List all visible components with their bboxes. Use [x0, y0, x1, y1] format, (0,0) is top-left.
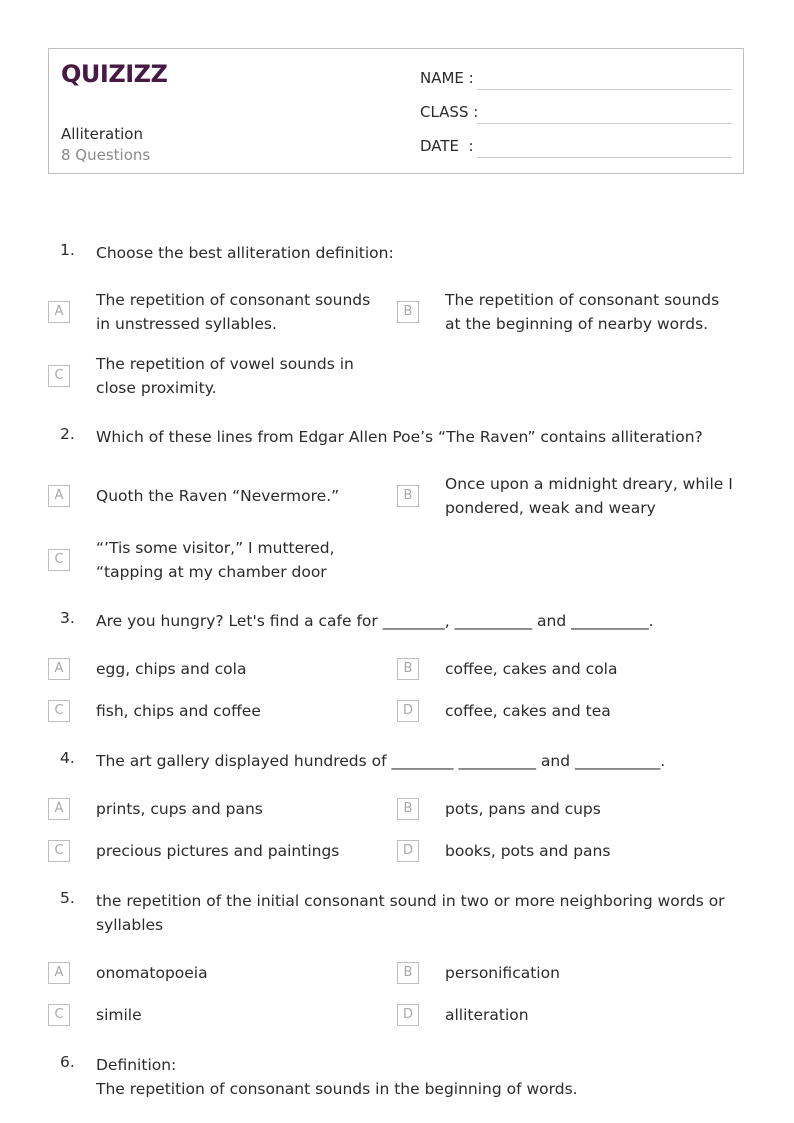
question-number: 2. [60, 425, 75, 443]
option-box-b[interactable]: B [397, 962, 419, 984]
worksheet-header [48, 48, 744, 174]
option-box-c[interactable]: C [48, 549, 70, 571]
option-text: The repetition of consonant sounds in unstressed syllables. [96, 291, 371, 333]
option-box-b[interactable]: B [397, 485, 419, 507]
option-text: pots, pans and cups [445, 800, 601, 818]
option-text: onomatopoeia [96, 964, 208, 982]
option-text: The repetition of consonant sounds at the beginning of nearby words. [445, 291, 720, 333]
option-box-b[interactable]: B [397, 798, 419, 820]
question-number: 4. [60, 749, 75, 767]
worksheet-title: Alliteration [61, 125, 143, 143]
question-text: Are you hungry? Let's find a cafe for ________, __________ and __________. [96, 612, 654, 630]
option-box-d[interactable]: D [397, 700, 419, 722]
question-count: 8 Questions [61, 146, 151, 164]
class-label: CLASS : [420, 103, 479, 121]
option-text: Quoth the Raven “Nevermore.” [96, 487, 340, 505]
question-text: Which of these lines from Edgar Allen Poe’s “The Raven” contains alliteration? [96, 428, 703, 446]
question-number: 6. [60, 1053, 75, 1071]
option-box-c[interactable]: C [48, 365, 70, 387]
question-text-line: The repetition of consonant sounds in the beginning of words. [96, 1080, 578, 1098]
option-text: simile [96, 1006, 142, 1024]
option-text: fish, chips and coffee [96, 702, 261, 720]
option-box-c[interactable]: C [48, 700, 70, 722]
name-line[interactable] [477, 89, 732, 90]
option-text: Once upon a midnight dreary, while I pondered, weak and weary [445, 475, 733, 517]
class-line[interactable] [477, 123, 732, 124]
option-box-a[interactable]: A [48, 301, 70, 323]
svg-text:QUIZIZZ: QUIZIZZ [61, 60, 168, 88]
option-text: coffee, cakes and tea [445, 702, 611, 720]
quizizz-logo [61, 59, 168, 89]
option-text: personification [445, 964, 560, 982]
name-label: NAME : [420, 69, 474, 87]
option-box-a[interactable]: A [48, 658, 70, 680]
option-text: The repetition of vowel sounds in close proximity. [96, 355, 354, 397]
option-text: “’Tis some visitor,” I muttered, “tapping at my chamber door [96, 539, 335, 581]
option-box-a[interactable]: A [48, 962, 70, 984]
option-box-d[interactable]: D [397, 1004, 419, 1026]
question-text: The art gallery displayed hundreds of ________ __________ and ___________. [96, 752, 666, 770]
option-box-a[interactable]: A [48, 485, 70, 507]
question-number: 3. [60, 609, 75, 627]
option-box-d[interactable]: D [397, 840, 419, 862]
option-box-c[interactable]: C [48, 1004, 70, 1026]
option-text: books, pots and pans [445, 842, 611, 860]
option-box-a[interactable]: A [48, 798, 70, 820]
question-text: Choose the best alliteration definition: [96, 244, 394, 262]
option-box-c[interactable]: C [48, 840, 70, 862]
question-text [96, 1053, 736, 1101]
option-box-b[interactable]: B [397, 658, 419, 680]
date-line[interactable] [477, 157, 732, 158]
option-text: precious pictures and paintings [96, 842, 340, 860]
option-text: prints, cups and pans [96, 800, 263, 818]
date-label: DATE : [420, 137, 474, 155]
option-text: coffee, cakes and cola [445, 660, 618, 678]
question-number: 5. [60, 889, 75, 907]
option-text: egg, chips and cola [96, 660, 247, 678]
question-text: the repetition of the initial consonant sound in two or more neighboring words or syllables [96, 892, 725, 934]
option-box-b[interactable]: B [397, 301, 419, 323]
question-number: 1. [60, 241, 75, 259]
question-text-line: Definition: [96, 1056, 177, 1074]
option-text: alliteration [445, 1006, 529, 1024]
